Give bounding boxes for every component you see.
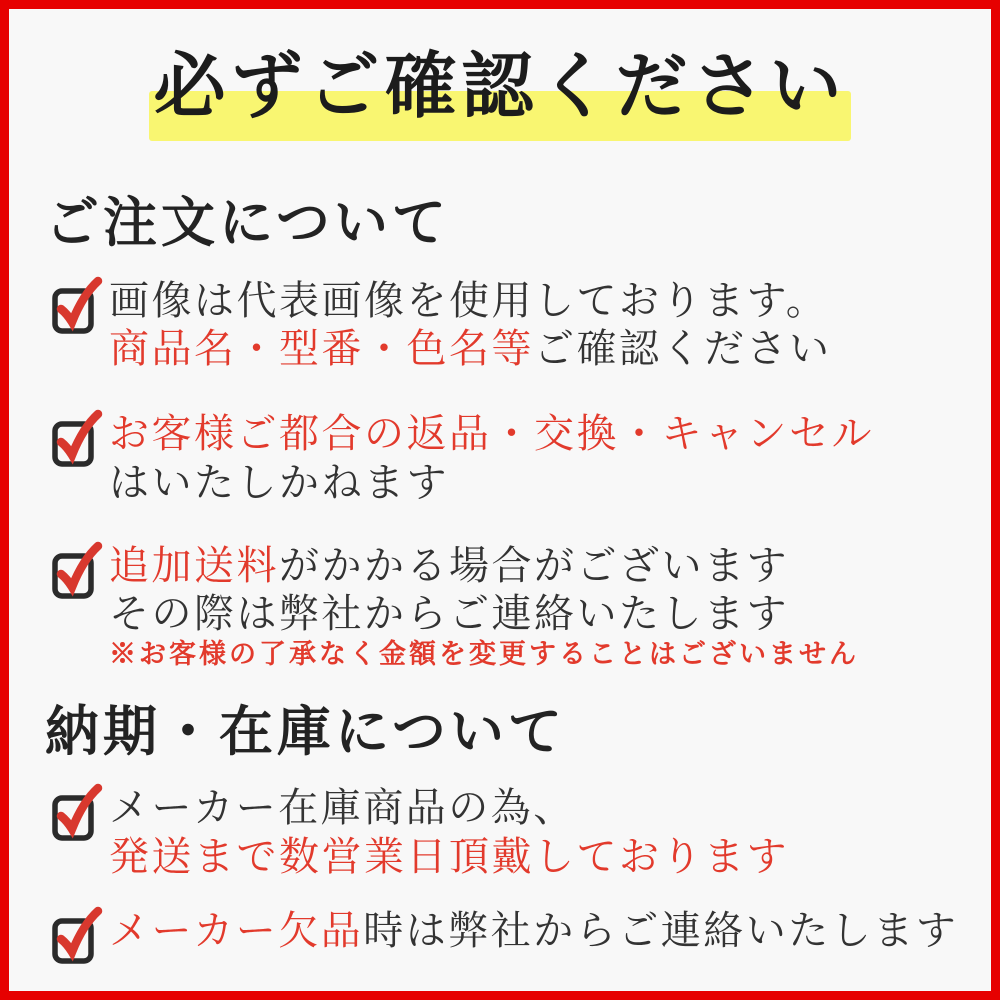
page-title: 必ずご確認ください bbox=[153, 43, 847, 128]
text-segment: メーカー在庫商品の為、 bbox=[109, 784, 576, 831]
check-item-text bbox=[109, 542, 859, 673]
text-note: ※お客様の了承なく金額を変更することはございません bbox=[109, 639, 859, 671]
text-segment: 時は弊社からご連絡いたします bbox=[363, 908, 959, 955]
text-segment-emphasis: 商品名・型番・色名等 bbox=[109, 326, 534, 373]
check-item-text bbox=[109, 784, 789, 882]
text-segment: ご確認ください bbox=[534, 326, 832, 373]
section-heading-order: ご注文について bbox=[45, 190, 450, 254]
check-item-extra-shipping bbox=[51, 542, 991, 673]
checked-box-icon bbox=[51, 907, 101, 965]
text-segment: がかかる場合がございます bbox=[279, 542, 789, 589]
checked-box-icon bbox=[51, 542, 101, 600]
section-heading-stock: 納期・在庫について bbox=[45, 699, 566, 764]
check-item-text bbox=[109, 410, 874, 508]
check-item-text bbox=[109, 277, 832, 375]
text-segment-emphasis: 発送まで数営業日頂戴しております bbox=[109, 833, 789, 880]
checked-box-icon bbox=[51, 277, 101, 335]
check-item-maker-stock bbox=[51, 784, 991, 882]
checked-box-icon bbox=[51, 410, 101, 468]
check-item-no-returns bbox=[51, 410, 991, 508]
title-block bbox=[9, 39, 991, 149]
text-segment-emphasis: 追加送料 bbox=[109, 542, 279, 589]
text-segment: 画像は代表画像を使用しております。 bbox=[109, 277, 829, 324]
text-segment-emphasis: メーカー欠品 bbox=[109, 908, 364, 955]
check-item-maker-shortage bbox=[51, 907, 991, 965]
text-segment: その際は弊社からご連絡いたします bbox=[109, 591, 789, 638]
text-segment-emphasis: お客様ご都合の返品・交換・キャンセル bbox=[109, 411, 874, 458]
text-segment: はいたしかねます bbox=[109, 459, 449, 506]
checked-box-icon bbox=[51, 784, 101, 842]
check-item-text bbox=[109, 907, 958, 956]
check-item-representative-image bbox=[51, 277, 991, 375]
